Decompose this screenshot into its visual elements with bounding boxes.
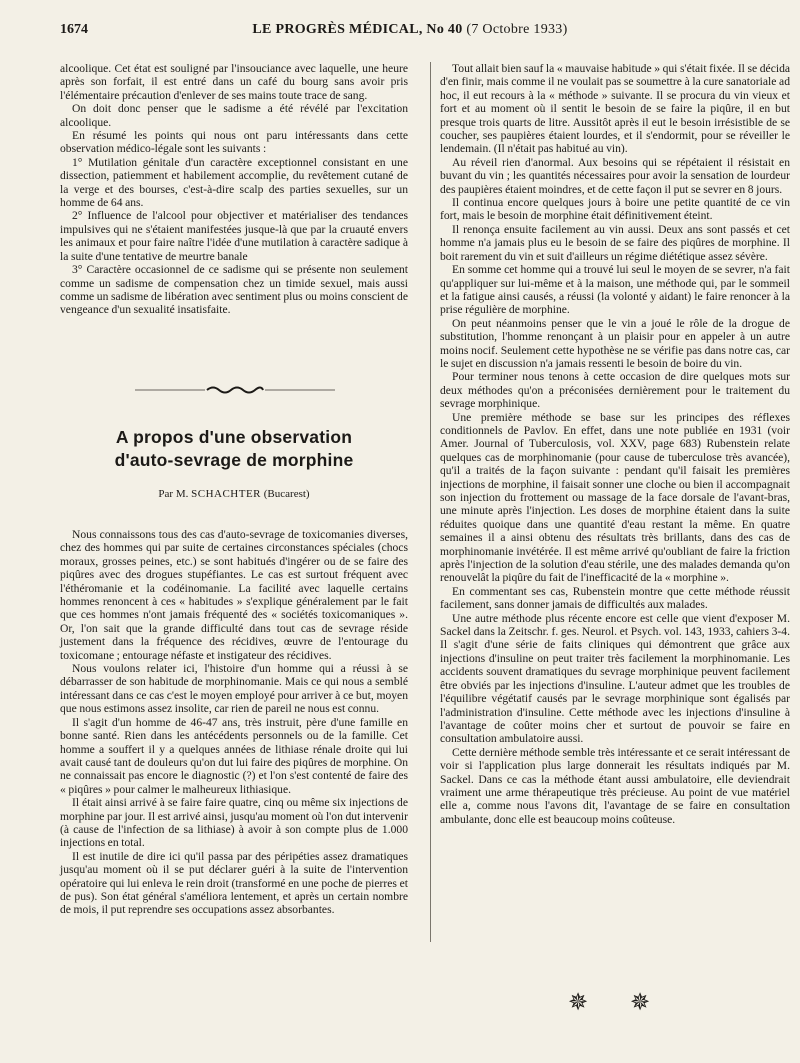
paragraph: Une première méthode se base sur les principes des réflexes conditionnels de Pavlov. En effet, dans une note publiée en 1931 (voir Amer. Journal of Tuberculosis, vol. XXV, page 683) Rubenstein relate quelques cas de morphinomanie (pour cause de tuberculose très avancée), qu'il a traités de la façon suivante : pendant qu'il faisait les premières injections de morphine, il faisait sonner une cloche ou bien il accompagnait son injection du frottement ou massage de la face dorsale de l'avant-bras, une minute après l'injection. Les doses de morphine étaient dans la suite réduites quoique dans une quantité d'eau restant la même. En quatre semaines il a ainsi obtenu des résultats très brillants, dans des cas de morphinomanie invétérée. Il est même arrivé qu'oubliant de faire la friction après l'injection de la solution d'eau stérile, une des malades demanda qu'on renouvelât la piqûre du fait de l'inefficacité de la « morphine ». [440, 410, 790, 585]
paragraph: En résumé les points qui nous ont paru intéressants dans cette observation médico-légale sont les suivants : [60, 129, 408, 156]
issue-date: (7 Octobre 1933) [466, 22, 568, 37]
byline-prefix: Par M. [158, 488, 189, 500]
star-ornament-icon: ✵ [630, 990, 651, 1016]
paragraph: alcoolique. Cet état est souligné par l'insouciance avec laquelle, une heure après son forfait, il est entré dans un café du bourg sans avoir pris l'élémentaire précaution d'enlever de ses mains toute trace de sang. [60, 62, 408, 102]
star-ornament-icon: ✵ [568, 990, 589, 1016]
journal-title [60, 18, 760, 42]
section-ornament [135, 384, 335, 396]
paragraph: On doit donc penser que le sadisme a été révélé par l'excitation alcoolique. [60, 102, 408, 129]
paragraph: Il est inutile de dire ici qu'il passa par des péripéties assez dramatiques jusqu'au moment où il se put déclarer guéri à la suite de l'intervention opératoire qui lui enleva le rein droit (transformé en une poche de pierres et de pus). Son état général s'améliora lentement, et après un certain nombre de mois, il put reprendre ses occupations assez absorbantes. [60, 849, 408, 917]
paragraph: Une autre méthode plus récente encore est celle que vient d'exposer M. Sackel dans la Zeitschr. f. ges. Neurol. et Psych. vol. 143, 1933, cahiers 3-4. Il s'agit d'une série de faits cliniques qui démontrent que grâce aux injections d'insuline on peut traiter très facilement la morphinomanie. Les accidents souvent dramatiques du sevrage morphinique peuvent facilement être obviés par les injections d'insuline. L'auteur admet que les troubles de l'équilibre végétatif causés par le sevrage morphinique sont égalisés par l'administration d'insuline. Cette méthode avec les injections d'insuline à l'avantage de coûter moins cher et surtout de pouvoir se faire en consultation ambulatoire aussi. [440, 611, 790, 746]
author-affiliation: (Bucarest) [263, 488, 310, 500]
list-item: 1° Mutilation génitale d'un caractère exceptionnel consistant en une dissection, patiemment et habilement accomplie, du revêtement cutané de la verge et des bourses, c'est-à-dire scalp des parties sexuelles, sur un homme de 64 ans. [60, 155, 408, 210]
paragraph: En somme cet homme qui a trouvé lui seul le moyen de se sevrer, n'a fait qu'appliquer sur lui-même et à la maison, une méthode qui, par le sommeil et la fatigue ainsi causés, a réussi (la volonté y aidant) le faire renoncer à la prise régulière de morphine. [440, 263, 790, 317]
paragraph: Il renonça ensuite facilement au vin aussi. Deux ans sont passés et cet homme n'a jamais plus eu le besoin de se faire des piqûres de morphine. Il boit rarement du vin et suit d'ailleurs un régime diététique assez sévère. [440, 222, 790, 263]
title-line: A propos d'une observation [115, 427, 353, 447]
paragraph: Cette dernière méthode semble très intéressante et ce serait intéressant de voir si l'application plus large donnerait les résultats indiqués par M. Sackel. Dans ce cas la méthode étant aussi ambulatoire, elle deviendrait vraiment une arme thérapeutique très précieuse. Au point de vue matériel elle a, comme nous l'avons dit, l'avantage de se faire en consultation ambulante, donc elle est beaucoup moins coûteuse. [440, 745, 790, 826]
running-header [60, 18, 760, 42]
list-item: 3° Caractère occasionnel de ce sadisme qui se présente non seulement comme un sadisme de compensation chez un timide sexuel, mais aussi comme un sadisme de libération avec sentiment plus ou moins conscient de vengeance d'un sexualité insatisfaite. [60, 263, 408, 317]
paragraph: En commentant ses cas, Rubenstein montre que cette méthode réussit facilement, sans donner jamais de difficultés aux malades. [440, 584, 790, 612]
right-column [440, 62, 790, 826]
author-name: SCHACHTER [191, 488, 262, 500]
end-ornaments [568, 990, 668, 1020]
paragraph: Il était ainsi arrivé à se faire faire quatre, cinq ou même six injections de morphine par jour. Il est arrivé ainsi, jusqu'au moment où l'on dut intervenir (à cause de l'infection de sa lithiase) à avoir à son compte plus de 1.000 injections en total. [60, 796, 408, 850]
left-column-top [60, 62, 408, 317]
left-column-body [60, 528, 408, 917]
page-number: 1674 [60, 22, 88, 37]
journal-name: LE PROGRÈS MÉDICAL, No 40 [252, 22, 463, 37]
list-item: 2° Influence de l'alcool pour objectiver et matérialiser des tendances impulsives qui ne s'étaient manifestées jusque-là que par la cruauté envers les animaux et pour faire naître l'idée d'une mutilation à caractère sadique à la suite d'une tentative de meurtre banale [60, 209, 408, 263]
paragraph: Au réveil rien d'anormal. Aux besoins qui se répétaient il résistait en buvant du vin ; les quantités nécessaires pour avoir la sensation de lourdeur des paupières étaient moindres, et de cette façon il put se sevrer en 8 jours. [440, 155, 790, 196]
paragraph: Nous voulons relater ici, l'histoire d'un homme qui a réussi à se débarrasser de son habitude de morphinomanie. Mais ce qui nous a semblé intéressant dans ce cas c'est le moyen employé pour arriver à ce but, moyen que nous estimons assez insolite, car rien de pareil ne nous est connu. [60, 662, 408, 716]
paragraph: Il continua encore quelques jours à boire une petite quantité de ce vin fort, mais le besoin de morphine était définitivement éteint. [440, 196, 790, 223]
paragraph: Pour terminer nous tenons à cette occasion de dire quelques mots sur deux méthodes qu'on a préconisées dernièrement pour le traitement du sevrage morphinique. [440, 370, 790, 411]
byline [60, 488, 408, 500]
title-line: d'auto-sevrage de morphine [114, 450, 354, 470]
paragraph: Nous connaissons tous des cas d'auto-sevrage de toxicomanies diverses, chez des hommes qui par suite de certaines circonstances spéciales (chocs moraux, grosses peines, etc.) se sont habitués d'ingérer ou de se faire des piqûres avec des drogues stupéfiantes. Le cas est surtout fréquent avec l'éthéromanie et la codéinomanie. La facilité avec laquelle certains hommes renoncent à ces « habitudes » s'explique généralement par le fait que ces hommes n'ont jamais fréquenté des « sociétés toxicomaniques ». Or, l'on sait que la grande difficulté dans tout cas de sevrage réside justement dans la fréquence des récidives, œuvre de l'entourage du toxicomane ; entourage néfaste et instigateur des récidives. [60, 528, 408, 662]
column-divider [430, 62, 431, 942]
article-title [60, 426, 408, 472]
paragraph: On peut néanmoins penser que le vin a joué le rôle de la drogue de substitution, l'homme renonçant à un plaisir pour en appeler à un autre moins nocif. Seulement cette hypothèse ne se vérifie pas dans notre cas, car le sujet en discussion n'a jamais ressenti le besoin de boire du vin. [440, 316, 790, 370]
paragraph: Tout allait bien sauf la « mauvaise habitude » qui s'était fixée. Il se décida d'en finir, mais comme il ne voulait pas se soumettre à la cure sanatoriale ad hoc, il eut recours à la « méthode » suivante. Il se procura du vin vieux et fort et au moment où il sentit le besoin de se faire la piqûre, il en but presque trois quarts de litre. Aussitôt après il eut le besoin irrésistible de se coucher, ses paupières étaient lourdes, et il s'endormit, pour se réveiller le lendemain. (Il n'était pas habitué au vin). [440, 62, 791, 156]
paragraph: Il s'agit d'un homme de 46-47 ans, très instruit, père d'une famille en bonne santé. Rien dans les antécédents personnels ou de la famille. Cet homme a souffert il y a quelques années de lithiase rénale droite qui lui avait causé tant de douleurs qu'on dut lui faire des piqûres de morphine. On ne connaissait pas encore le diagnostic (?) et l'on s'est contenté de faire des « piqûres » pour calmer le malheureux lithiasique. [60, 715, 408, 796]
